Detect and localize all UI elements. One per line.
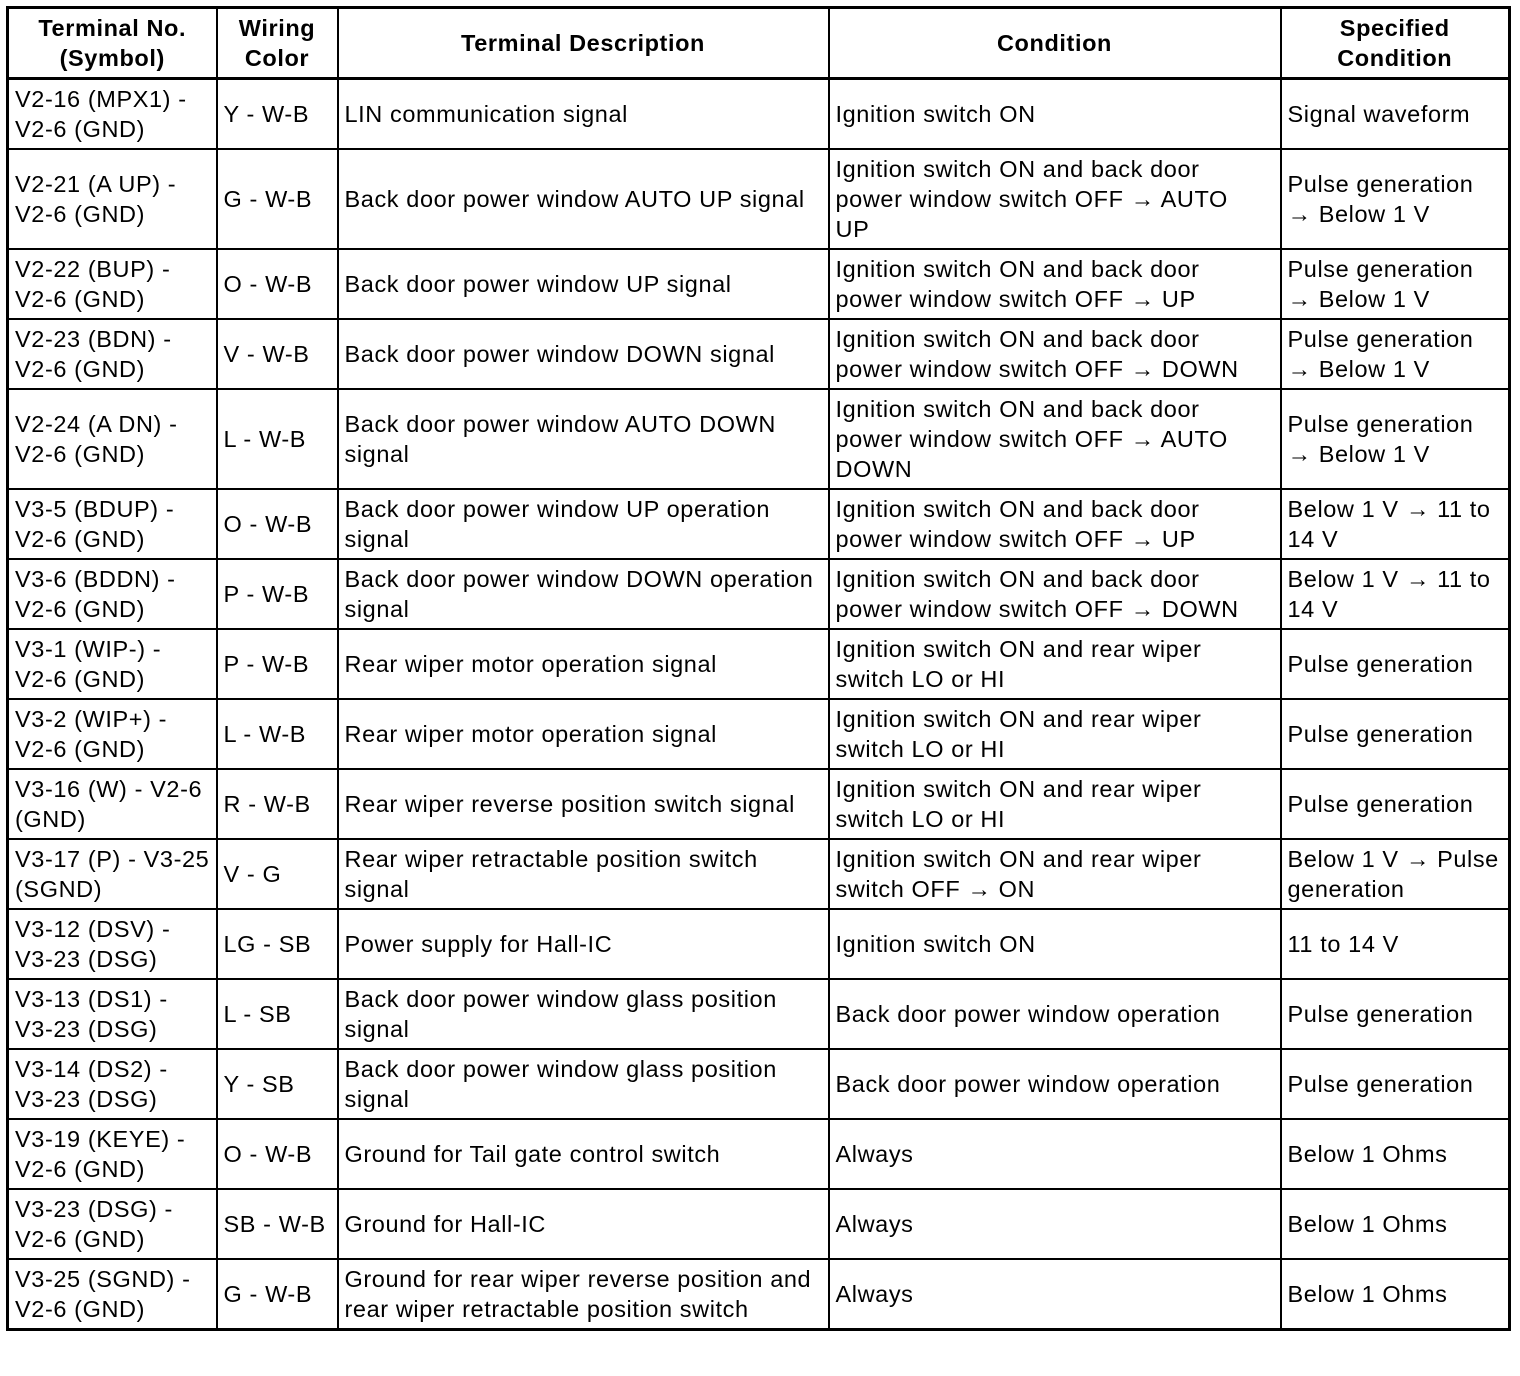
cell-description: Back door power window AUTO DOWN signal <box>338 389 829 489</box>
header-row <box>8 8 1510 79</box>
cell-terminal: V3-19 (KEYE) - V2-6 (GND) <box>8 1119 217 1189</box>
cell-condition: Ignition switch ON <box>829 79 1281 150</box>
cell-description: Ground for Hall-IC <box>338 1189 829 1259</box>
cell-specified-condition: Pulse generation <box>1281 769 1510 839</box>
table-row <box>8 1049 1510 1119</box>
cell-description: Ground for Tail gate control switch <box>338 1119 829 1189</box>
cell-terminal: V3-2 (WIP+) - V2-6 (GND) <box>8 699 217 769</box>
cell-wiring-color: V - W-B <box>217 319 338 389</box>
cell-specified-condition: Below 1 V → 11 to 14 V <box>1281 559 1510 629</box>
cell-terminal: V2-16 (MPX1) - V2-6 (GND) <box>8 79 217 150</box>
header-wiring: Wiring Color <box>217 8 338 79</box>
cell-wiring-color: L - SB <box>217 979 338 1049</box>
cell-wiring-color: O - W-B <box>217 489 338 559</box>
cell-wiring-color: P - W-B <box>217 629 338 699</box>
cell-description: Ground for rear wiper reverse position and rear wiper retractable position switch <box>338 1259 829 1330</box>
cell-description: Back door power window UP signal <box>338 249 829 319</box>
cell-description: Back door power window AUTO UP signal <box>338 149 829 249</box>
cell-condition: Ignition switch ON and rear wiper switch LO or HI <box>829 629 1281 699</box>
cell-wiring-color: G - W-B <box>217 149 338 249</box>
table-row <box>8 149 1510 249</box>
table-row <box>8 319 1510 389</box>
table-row <box>8 629 1510 699</box>
cell-condition: Always <box>829 1189 1281 1259</box>
cell-specified-condition: Below 1 V → 11 to 14 V <box>1281 489 1510 559</box>
cell-condition: Ignition switch ON and back door power window switch OFF → UP <box>829 489 1281 559</box>
cell-description: Back door power window glass position signal <box>338 1049 829 1119</box>
table-row <box>8 979 1510 1049</box>
cell-condition: Ignition switch ON and rear wiper switch OFF → ON <box>829 839 1281 909</box>
table-row <box>8 909 1510 979</box>
cell-terminal: V3-16 (W) - V2-6 (GND) <box>8 769 217 839</box>
cell-wiring-color: LG - SB <box>217 909 338 979</box>
cell-specified-condition: Signal waveform <box>1281 79 1510 150</box>
cell-specified-condition: Pulse generation <box>1281 1049 1510 1119</box>
cell-specified-condition: Below 1 Ohms <box>1281 1119 1510 1189</box>
cell-terminal: V3-12 (DSV) - V3-23 (DSG) <box>8 909 217 979</box>
cell-condition: Ignition switch ON and back door power window switch OFF → DOWN <box>829 559 1281 629</box>
table-row <box>8 1119 1510 1189</box>
cell-wiring-color: O - W-B <box>217 1119 338 1189</box>
header-specified: Specified Condition <box>1281 8 1510 79</box>
terminal-table-container <box>6 6 1511 1331</box>
cell-wiring-color: G - W-B <box>217 1259 338 1330</box>
cell-condition: Back door power window operation <box>829 979 1281 1049</box>
cell-description: Power supply for Hall-IC <box>338 909 829 979</box>
cell-terminal: V3-25 (SGND) - V2-6 (GND) <box>8 1259 217 1330</box>
table-row <box>8 699 1510 769</box>
cell-condition: Always <box>829 1259 1281 1330</box>
table-row <box>8 79 1510 150</box>
cell-wiring-color: L - W-B <box>217 389 338 489</box>
table-row <box>8 1189 1510 1259</box>
cell-description: Rear wiper retractable position switch signal <box>338 839 829 909</box>
cell-specified-condition: Pulse generation → Below 1 V <box>1281 319 1510 389</box>
cell-description: Back door power window DOWN operation signal <box>338 559 829 629</box>
cell-description: Back door power window DOWN signal <box>338 319 829 389</box>
cell-terminal: V3-14 (DS2) - V3-23 (DSG) <box>8 1049 217 1119</box>
cell-condition: Ignition switch ON and rear wiper switch LO or HI <box>829 699 1281 769</box>
cell-wiring-color: O - W-B <box>217 249 338 319</box>
cell-wiring-color: Y - SB <box>217 1049 338 1119</box>
table-row <box>8 489 1510 559</box>
cell-specified-condition: Below 1 V → Pulse generation <box>1281 839 1510 909</box>
cell-specified-condition: Pulse generation → Below 1 V <box>1281 389 1510 489</box>
cell-specified-condition: Below 1 Ohms <box>1281 1189 1510 1259</box>
cell-wiring-color: Y - W-B <box>217 79 338 150</box>
terminal-spec-table <box>6 6 1511 1331</box>
cell-condition: Ignition switch ON <box>829 909 1281 979</box>
cell-condition: Ignition switch ON and back door power window switch OFF → AUTO DOWN <box>829 389 1281 489</box>
cell-specified-condition: Pulse generation <box>1281 699 1510 769</box>
header-terminal: Terminal No. (Symbol) <box>8 8 217 79</box>
cell-specified-condition: Pulse generation → Below 1 V <box>1281 149 1510 249</box>
cell-terminal: V3-5 (BDUP) - V2-6 (GND) <box>8 489 217 559</box>
cell-wiring-color: P - W-B <box>217 559 338 629</box>
table-row <box>8 249 1510 319</box>
cell-description: Back door power window glass position signal <box>338 979 829 1049</box>
cell-specified-condition: 11 to 14 V <box>1281 909 1510 979</box>
cell-wiring-color: L - W-B <box>217 699 338 769</box>
cell-description: Rear wiper motor operation signal <box>338 629 829 699</box>
cell-condition: Ignition switch ON and back door power window switch OFF → DOWN <box>829 319 1281 389</box>
cell-wiring-color: R - W-B <box>217 769 338 839</box>
cell-terminal: V2-24 (A DN) - V2-6 (GND) <box>8 389 217 489</box>
table-row <box>8 769 1510 839</box>
cell-description: Rear wiper reverse position switch signal <box>338 769 829 839</box>
cell-condition: Back door power window operation <box>829 1049 1281 1119</box>
table-row <box>8 389 1510 489</box>
table-row <box>8 1259 1510 1330</box>
table-row <box>8 559 1510 629</box>
cell-specified-condition: Pulse generation <box>1281 979 1510 1049</box>
cell-wiring-color: V - G <box>217 839 338 909</box>
cell-description: Back door power window UP operation signal <box>338 489 829 559</box>
header-condition: Condition <box>829 8 1281 79</box>
cell-condition: Ignition switch ON and back door power window switch OFF → AUTO UP <box>829 149 1281 249</box>
table-body <box>8 79 1510 1330</box>
table-row <box>8 839 1510 909</box>
cell-terminal: V3-23 (DSG) - V2-6 (GND) <box>8 1189 217 1259</box>
cell-specified-condition: Below 1 Ohms <box>1281 1259 1510 1330</box>
cell-terminal: V3-1 (WIP-) - V2-6 (GND) <box>8 629 217 699</box>
cell-terminal: V2-23 (BDN) - V2-6 (GND) <box>8 319 217 389</box>
cell-condition: Ignition switch ON and rear wiper switch LO or HI <box>829 769 1281 839</box>
cell-description: LIN communication signal <box>338 79 829 150</box>
cell-terminal: V3-13 (DS1) - V3-23 (DSG) <box>8 979 217 1049</box>
cell-wiring-color: SB - W-B <box>217 1189 338 1259</box>
cell-terminal: V2-22 (BUP) - V2-6 (GND) <box>8 249 217 319</box>
cell-terminal: V2-21 (A UP) - V2-6 (GND) <box>8 149 217 249</box>
cell-description: Rear wiper motor operation signal <box>338 699 829 769</box>
cell-condition: Always <box>829 1119 1281 1189</box>
cell-terminal: V3-6 (BDDN) - V2-6 (GND) <box>8 559 217 629</box>
cell-terminal: V3-17 (P) - V3-25 (SGND) <box>8 839 217 909</box>
cell-condition: Ignition switch ON and back door power window switch OFF → UP <box>829 249 1281 319</box>
header-description: Terminal Description <box>338 8 829 79</box>
cell-specified-condition: Pulse generation <box>1281 629 1510 699</box>
cell-specified-condition: Pulse generation → Below 1 V <box>1281 249 1510 319</box>
